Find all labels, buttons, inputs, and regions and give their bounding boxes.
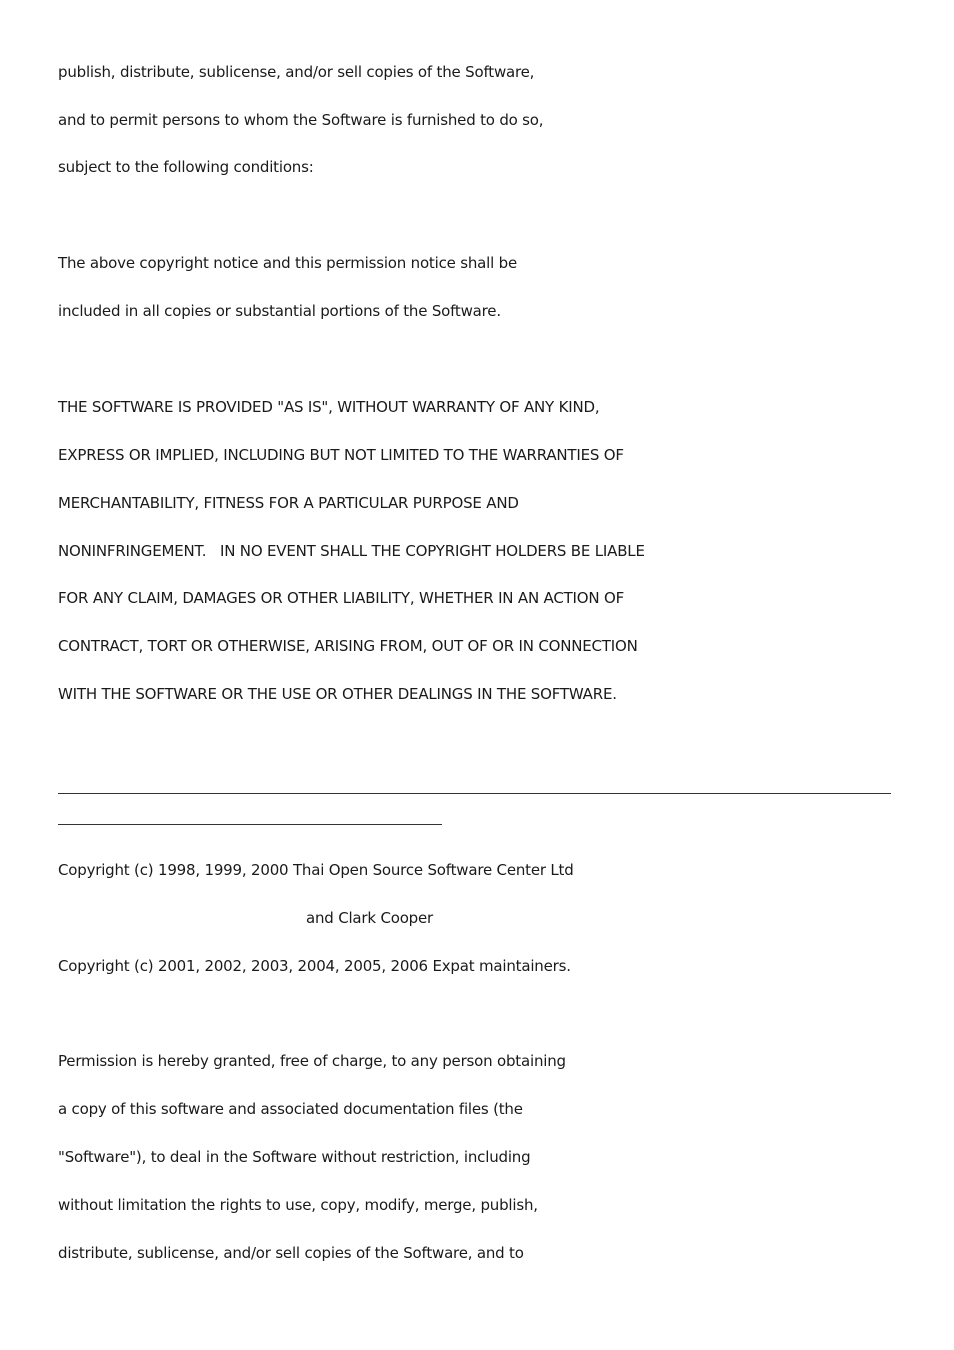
copyright-line: and Clark Cooper bbox=[306, 909, 433, 927]
text-line: THE SOFTWARE IS PROVIDED "AS IS", WITHOUT WARRANTY OF ANY KIND, bbox=[58, 398, 600, 416]
text-line: a copy of this software and associated documentation files (the bbox=[58, 1100, 523, 1118]
text-line: included in all copies or substantial portions of the Software. bbox=[58, 302, 501, 320]
text-line: CONTRACT, TORT OR OTHERWISE, ARISING FROM, OUT OF OR IN CONNECTION bbox=[58, 637, 638, 655]
text-line: MERCHANTABILITY, FITNESS FOR A PARTICULAR PURPOSE AND bbox=[58, 494, 519, 512]
separator-line bbox=[58, 824, 442, 825]
text-line: and to permit persons to whom the Software is furnished to do so, bbox=[58, 111, 544, 129]
text-line: subject to the following conditions: bbox=[58, 158, 314, 176]
text-line: "Software"), to deal in the Software without restriction, including bbox=[58, 1148, 531, 1166]
copyright-line: Copyright (c) 2001, 2002, 2003, 2004, 2005, 2006 Expat maintainers. bbox=[58, 957, 571, 975]
text-line: publish, distribute, sublicense, and/or sell copies of the Software, bbox=[58, 63, 535, 81]
text-line: NONINFRINGEMENT. IN NO EVENT SHALL THE COPYRIGHT HOLDERS BE LIABLE bbox=[58, 542, 645, 560]
text-line: The above copyright notice and this permission notice shall be bbox=[58, 254, 517, 272]
text-line: WITH THE SOFTWARE OR THE USE OR OTHER DEALINGS IN THE SOFTWARE. bbox=[58, 685, 617, 703]
copyright-line: Copyright (c) 1998, 1999, 2000 Thai Open Source Software Center Ltd bbox=[58, 861, 574, 879]
text-line: EXPRESS OR IMPLIED, INCLUDING BUT NOT LIMITED TO THE WARRANTIES OF bbox=[58, 446, 624, 464]
text-line: Permission is hereby granted, free of charge, to any person obtaining bbox=[58, 1052, 566, 1070]
separator-line bbox=[58, 793, 891, 794]
text-line: FOR ANY CLAIM, DAMAGES OR OTHER LIABILITY, WHETHER IN AN ACTION OF bbox=[58, 589, 625, 607]
text-line: distribute, sublicense, and/or sell copies of the Software, and to bbox=[58, 1244, 524, 1262]
text-line: without limitation the rights to use, copy, modify, merge, publish, bbox=[58, 1196, 538, 1214]
